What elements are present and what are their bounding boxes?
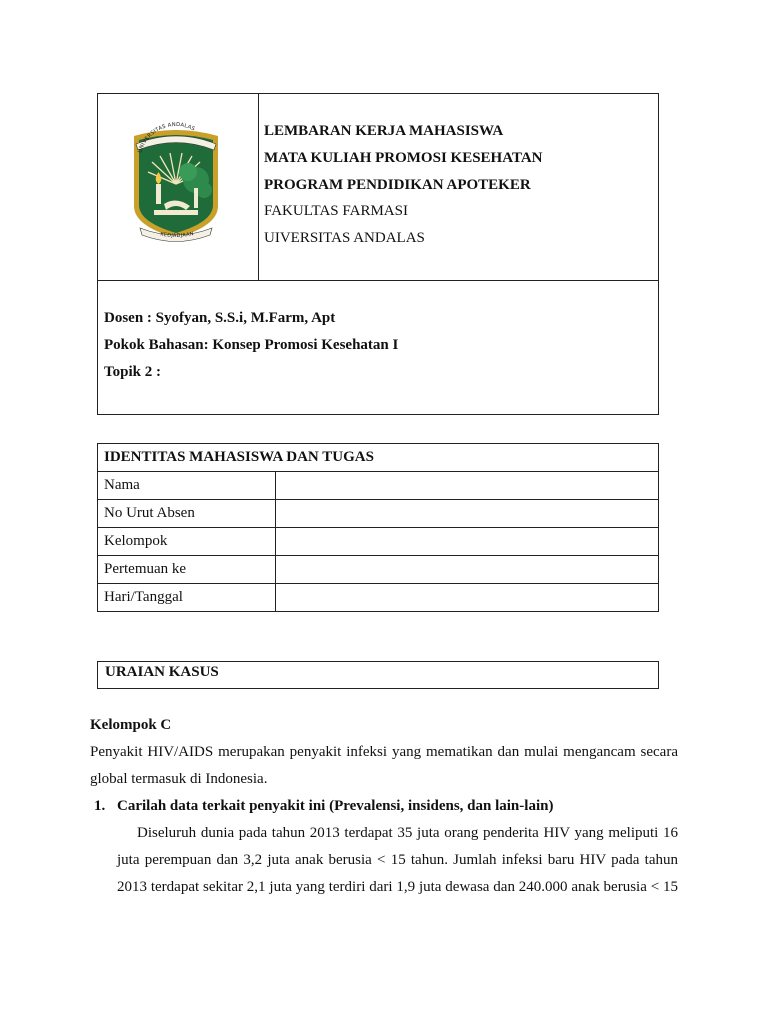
paragraph-line-2: juta perempuan dan 3,2 juta anak berusia < 15 tahun. Jumlah infeksi baru HIV pada tahun [117,852,678,868]
intro-line-1: Penyakit HIV/AIDS merupakan penyakit infeksi yang mematikan dan mulai mengancam secara [90,744,678,760]
intro-line-2: global termasuk di Indonesia. [90,771,268,787]
identity-row-absen [98,500,659,528]
logo-top-text: UNIVERSITAS ANDALAS [137,122,196,154]
identity-row-nama [98,472,659,500]
identity-label: Kelompok [98,528,276,556]
question-title: Carilah data terkait penyakit ini (Prevalensi, insidens, dan lain-lain) [117,798,554,814]
header-title-line: LEMBARAN KERJA MAHASISWA [264,123,504,139]
identity-row-kelompok [98,528,659,556]
group-heading: Kelompok C [90,717,172,733]
header-course-line: MATA KULIAH PROMOSI KESEHATAN [264,150,543,166]
header-program-line: PROGRAM PENDIDIKAN APOTEKER [264,177,531,193]
identity-value-kelompok[interactable] [276,528,659,556]
identity-value-pertemuan[interactable] [276,556,659,584]
identity-value-tanggal[interactable] [276,584,659,612]
header-table [97,93,659,415]
identity-label: Hari/Tanggal [98,584,276,612]
identity-label: Pertemuan ke [98,556,276,584]
logo-bottom-text: KEDJADJAAN [159,231,195,240]
header-university-line: UIVERSITAS ANDALAS [264,230,425,246]
header-row-divider [98,280,658,281]
paragraph-line-3: 2013 terdapat sekitar 2,1 juta yang terdiri dari 1,9 juta dewasa dan 240.000 anak berusia < 15 [117,879,678,895]
header-faculty-line: FAKULTAS FARMASI [264,203,408,219]
header-column-divider [258,94,259,281]
topic-subject-line: Pokok Bahasan: Konsep Promosi Kesehatan I [104,337,399,353]
identity-title-row [98,444,659,472]
case-section-title: URAIAN KASUS [97,661,659,689]
identity-value-absen[interactable] [276,500,659,528]
identity-row-pertemuan [98,556,659,584]
identity-row-tanggal [98,584,659,612]
identity-value-nama[interactable] [276,472,659,500]
paragraph-line-1: Diseluruh dunia pada tahun 2013 terdapat 35 juta orang penderita HIV yang meliputi 16 [137,825,678,841]
identity-label: Nama [98,472,276,500]
identity-label: No Urut Absen [98,500,276,528]
identity-title: IDENTITAS MAHASISWA DAN TUGAS [98,444,659,472]
lecturer-line: Dosen : Syofyan, S.S.i, M.Farm, Apt [104,310,336,326]
identity-table [97,443,659,612]
topic-number-line: Topik 2 : [104,364,161,380]
question-number: 1. [94,798,106,814]
university-andalas-seal-icon [126,122,226,246]
